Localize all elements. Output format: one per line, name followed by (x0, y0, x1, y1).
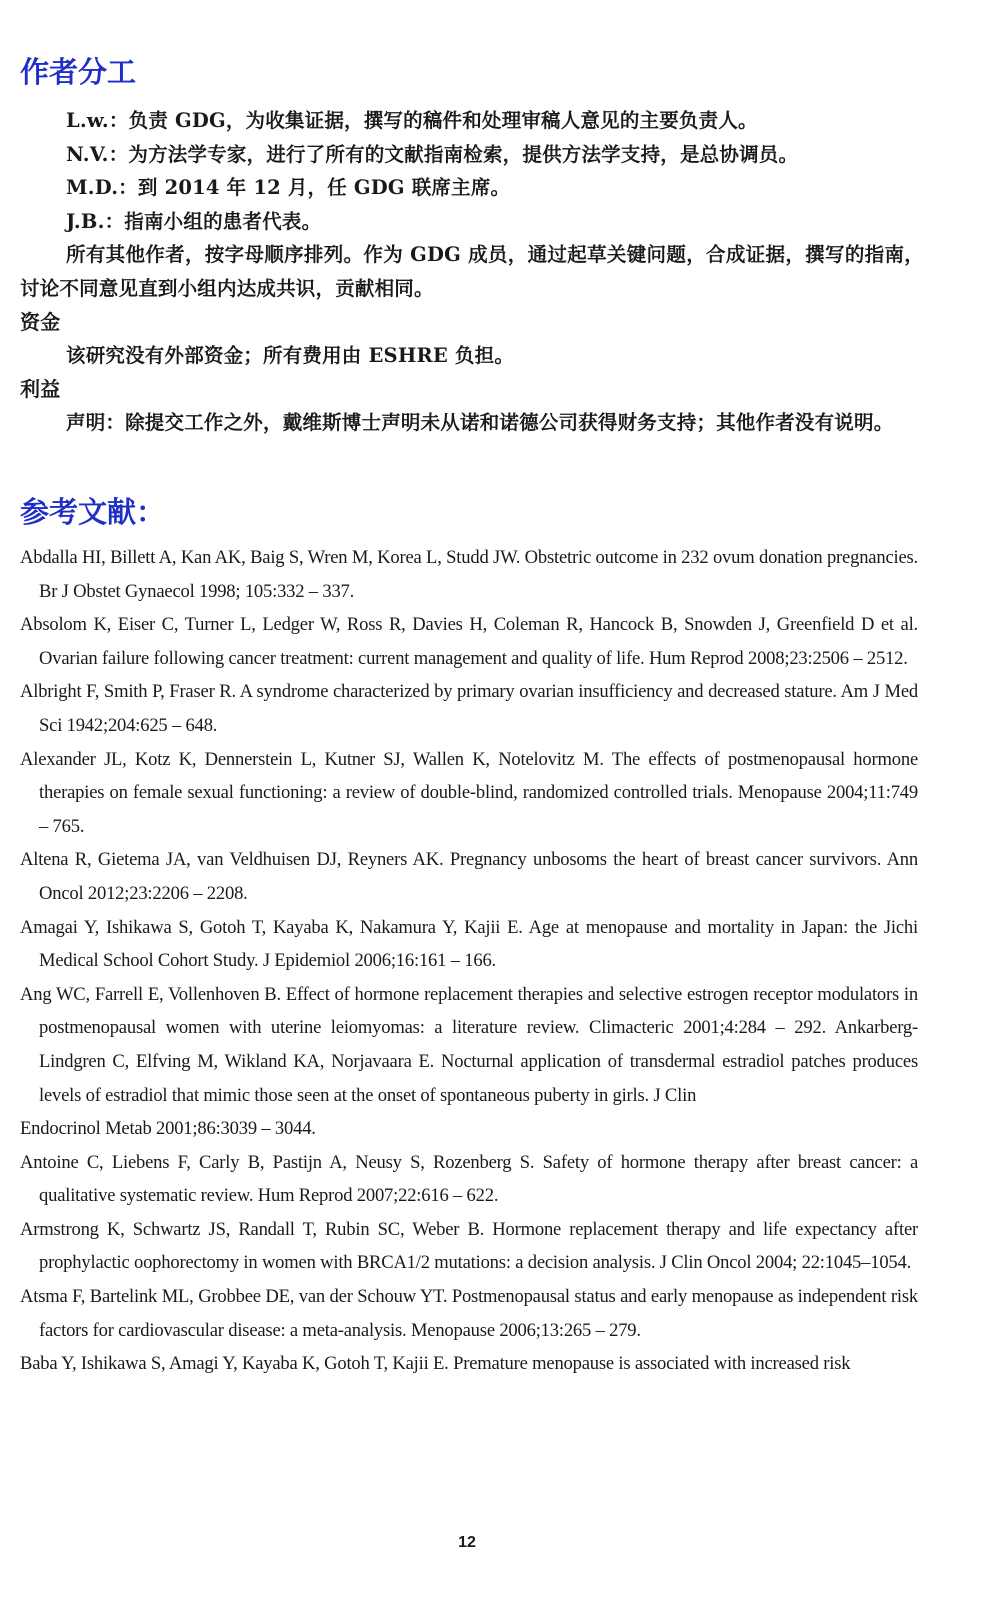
page-number: 12 (458, 1534, 476, 1551)
reference-item: Armstrong K, Schwartz JS, Randall T, Rubin SC, Weber B. Hormone replacement therapy and life expectancy after prophylactic oophorectomy in women with BRCA1/2 mutations: a decision analysis. J Clin Oncol 2004; 22:1045–1054. (20, 1218, 918, 1274)
reference-item: Baba Y, Ishikawa S, Amagi Y, Kayaba K, Gotoh T, Kajii E. Premature menopause is associated with increased risk (20, 1353, 851, 1375)
reference-item: Amagai Y, Ishikawa S, Gotoh T, Kayaba K, Nakamura Y, Kajii E. Age at menopause and mortality in Japan: the Jichi Medical School Cohort Study. J Epidemiol 2006;16:161 – 166. (20, 916, 918, 972)
reference-item: Absolom K, Eiser C, Turner L, Ledger W, Ross R, Davies H, Coleman R, Hancock B, Snowden J, Greenfield D et al. Ovarian failure following cancer treatment: current management and quality of life. Hum Reprod 2008;23:2506 – 2512. (20, 614, 918, 669)
author-contribution-nv: N.V.：为方法学专家，进行了所有的文献指南检索，提供方法学支持，是总协调员。 (66, 142, 799, 166)
interests-heading: 利益 (20, 376, 61, 401)
author-contribution-jb: J.B.：指南小组的患者代表。 (66, 209, 322, 233)
reference-item: Atsma F, Bartelink ML, Grobbee DE, van der Schouw YT. Postmenopausal status and early menopause as independent risk factors for cardiovascular disease: a meta-analysis. Menopause 2006;13:265 – 279. (20, 1286, 918, 1341)
author-contribution-others: 所有其他作者，按字母顺序排列。作为 GDG 成员，通过起草关键问题，合成证据，撰写的指南，讨论不同意见直到小组内达成共识，贡献相同。 (20, 243, 924, 300)
authors-section-heading: 作者分工 (20, 55, 137, 89)
reference-item: Endocrinol Metab 2001;86:3039 – 3044. (20, 1118, 316, 1140)
author-contribution-lw: L.w.：负责 GDG，为收集证据，撰写的稿件和处理审稿人意见的主要负责人。 (66, 109, 758, 132)
reference-item: Antoine C, Liebens F, Carly B, Pastijn A, Neusy S, Rozenberg S. Safety of hormone therapy after breast cancer: a qualitative systematic review. Hum Reprod 2007;22:616 – 622. (20, 1151, 918, 1207)
references-section-heading: 参考文献： (20, 495, 166, 529)
authors-section-body (20, 104, 924, 440)
reference-item: Alexander JL, Kotz K, Dennerstein L, Kutner SJ, Wallen K, Notelovitz M. The effects of postmenopausal hormone therapies on female sexual functioning: a review of double-blind, randomized controlled trials. Menopause 2004;11:749 – 765. (20, 748, 918, 837)
reference-item: Abdalla HI, Billett A, Kan AK, Baig S, Wren M, Korea L, Studd JW. Obstetric outcome in 232 ovum donation pregnancies. Br J Obstet Gynaecol 1998; 105:332 – 337. (20, 547, 918, 602)
author-contribution-md: M.D.：到 2014 年 12 月，任 GDG 联席主席。 (66, 176, 511, 200)
funding-text: 该研究没有外部资金；所有费用由 ESHRE 负担。 (66, 344, 515, 368)
reference-item: Altena R, Gietema JA, van Veldhuisen DJ, Reyners AK. Pregnancy unbosoms the heart of breast cancer survivors. Ann Oncol 2012;23:2206 – 2208. (20, 849, 918, 904)
reference-item: Ang WC, Farrell E, Vollenhoven B. Effect of hormone replacement therapies and selective estrogen receptor modulators in postmenopausal women with uterine leiomyomas: a literature review. Climacteric 2001;4:284 – 292. Ankarberg-Lindgren C, Elfving M, Wikland KA, Norjavaara E. Nocturnal application of transdermal estradiol patches produces levels of estradiol that mimic those seen at the onset of spontaneous puberty in girls. J Clin (20, 983, 918, 1106)
interests-text: 声明：除提交工作之外，戴维斯博士声明未从诺和诺德公司获得财务支持；其他作者没有说明。 (66, 411, 894, 435)
reference-item: Albright F, Smith P, Fraser R. A syndrome characterized by primary ovarian insufficiency and decreased stature. Am J Med Sci 1942;204:625 – 648. (20, 681, 918, 736)
funding-heading: 资金 (20, 309, 61, 334)
references-list (20, 541, 918, 1381)
